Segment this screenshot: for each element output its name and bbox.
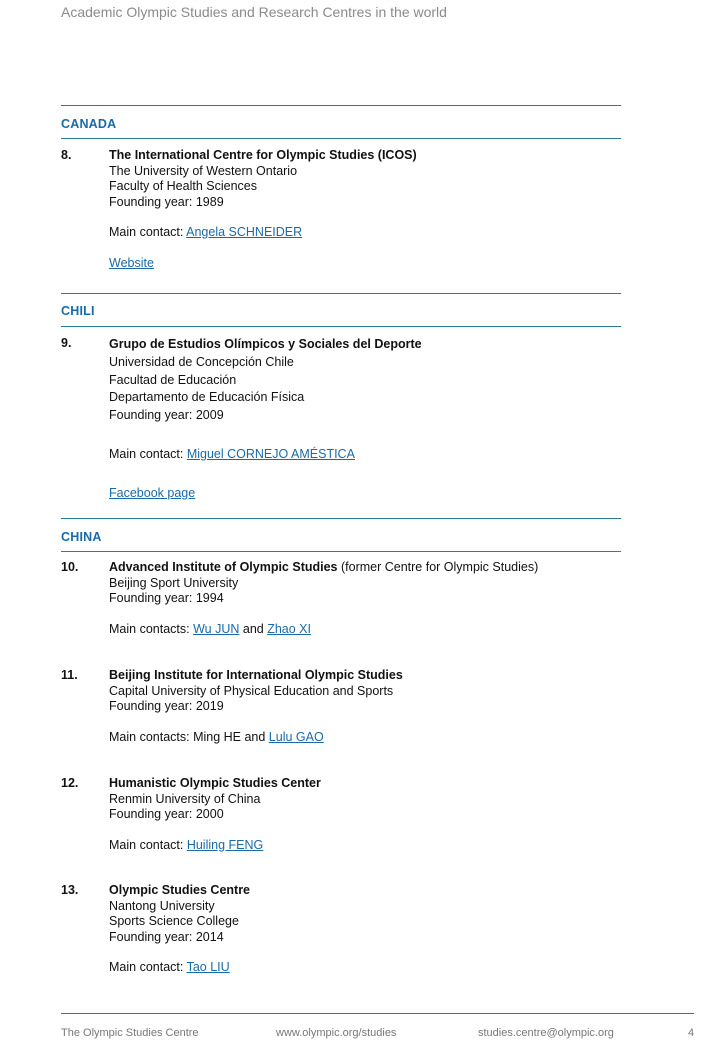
section-divider: [61, 293, 621, 294]
entry-line: Nantong University: [109, 898, 215, 913]
entry-line: Sports Science College: [109, 914, 239, 928]
entry-line: Departamento de Educación Física: [109, 390, 305, 405]
footer-url: www.olympic.org/studies: [276, 1027, 397, 1039]
section-heading-chili: CHILI: [61, 304, 95, 318]
page-header-title: Academic Olympic Studies and Research Centres in the world: [61, 4, 447, 20]
contact-link-zhao-xi[interactable]: Zhao XI: [267, 621, 311, 636]
main-contact-line: [109, 622, 621, 638]
main-contact-line: [109, 838, 621, 854]
entry-number: 13.: [61, 883, 79, 897]
contact-prefix: Main contact:: [109, 960, 187, 974]
section-heading-canada: CANADA: [61, 117, 117, 131]
entry-title: Olympic Studies Centre: [109, 883, 251, 897]
entry-line: Founding year: 2019: [109, 699, 224, 713]
entry-line: Faculty of Health Sciences: [109, 179, 257, 193]
main-contact-line: [109, 446, 621, 464]
entry-number: 10.: [61, 560, 79, 574]
contact-prefix: Main contacts:: [109, 621, 194, 636]
facebook-page-link[interactable]: Facebook page: [109, 485, 196, 500]
entry-title: Beijing Institute for International Olympic Studies: [109, 668, 403, 682]
contact-link-tao-liu[interactable]: Tao LIU: [186, 960, 230, 974]
entry-number: 9.: [61, 336, 72, 350]
entry-line: Universidad de Concepción Chile: [109, 354, 294, 369]
entry-number: 11.: [61, 668, 78, 682]
entry-line: Facultad de Educación: [109, 372, 237, 387]
footer-org: The Olympic Studies Centre: [61, 1027, 199, 1039]
entry-line: Founding year: 2000: [109, 807, 224, 821]
entry-line: Founding year: 1994: [109, 591, 224, 605]
entry-line: Beijing Sport University: [109, 575, 239, 590]
contact-prefix: Main contact:: [109, 837, 187, 852]
website-link[interactable]: Website: [109, 255, 154, 270]
section-divider: [61, 518, 621, 519]
entry-line: Capital University of Physical Education and Sports: [109, 683, 394, 698]
section-heading-china: CHINA: [61, 530, 102, 544]
main-contact-line: [109, 960, 621, 976]
contact-link-angela-schneider[interactable]: Angela SCHNEIDER: [186, 225, 303, 239]
contact-prefix: Main contacts: Ming HE and: [109, 729, 269, 744]
main-contact-line: [109, 730, 621, 746]
main-contact-line: [109, 225, 621, 241]
entry-number: 12.: [61, 776, 79, 790]
contact-link-lulu-gao[interactable]: Lulu GAO: [268, 729, 324, 744]
contact-link-miguel-cornejo[interactable]: Miguel CORNEJO AMÉSTICA: [186, 446, 355, 461]
contact-prefix: Main contact:: [109, 225, 187, 239]
contact-prefix: Main contact:: [109, 446, 187, 461]
section-divider: [61, 551, 621, 552]
contact-conjunction: and: [239, 621, 268, 636]
section-divider: [61, 105, 621, 106]
entry-title: Humanistic Olympic Studies Center: [109, 776, 321, 790]
entry-title: Grupo de Estudios Olímpicos y Sociales del Deporte: [109, 337, 422, 351]
entry-title-note: (former Centre for Olympic Studies): [337, 560, 539, 574]
page-number: 4: [688, 1027, 695, 1039]
footer-divider: [61, 1013, 694, 1014]
entry-title: The International Centre for Olympic Studies (ICOS): [109, 148, 417, 162]
contact-link-wu-jun[interactable]: Wu JUN: [193, 621, 240, 636]
entry-line: Founding year: 2009: [109, 408, 224, 423]
entry-line: Founding year: 2014: [109, 929, 224, 944]
entry-line: Renmin University of China: [109, 791, 261, 806]
section-divider: [61, 138, 621, 139]
entry-line: The University of Western Ontario: [109, 163, 298, 178]
footer-email: studies.centre@olympic.org: [478, 1027, 614, 1039]
contact-link-huiling-feng[interactable]: Huiling FENG: [186, 837, 264, 852]
section-divider: [61, 326, 621, 327]
entry-title: Advanced Institute of Olympic Studies: [109, 560, 338, 574]
entry-number: 8.: [61, 148, 72, 162]
entry-line: Founding year: 1989: [109, 194, 224, 209]
